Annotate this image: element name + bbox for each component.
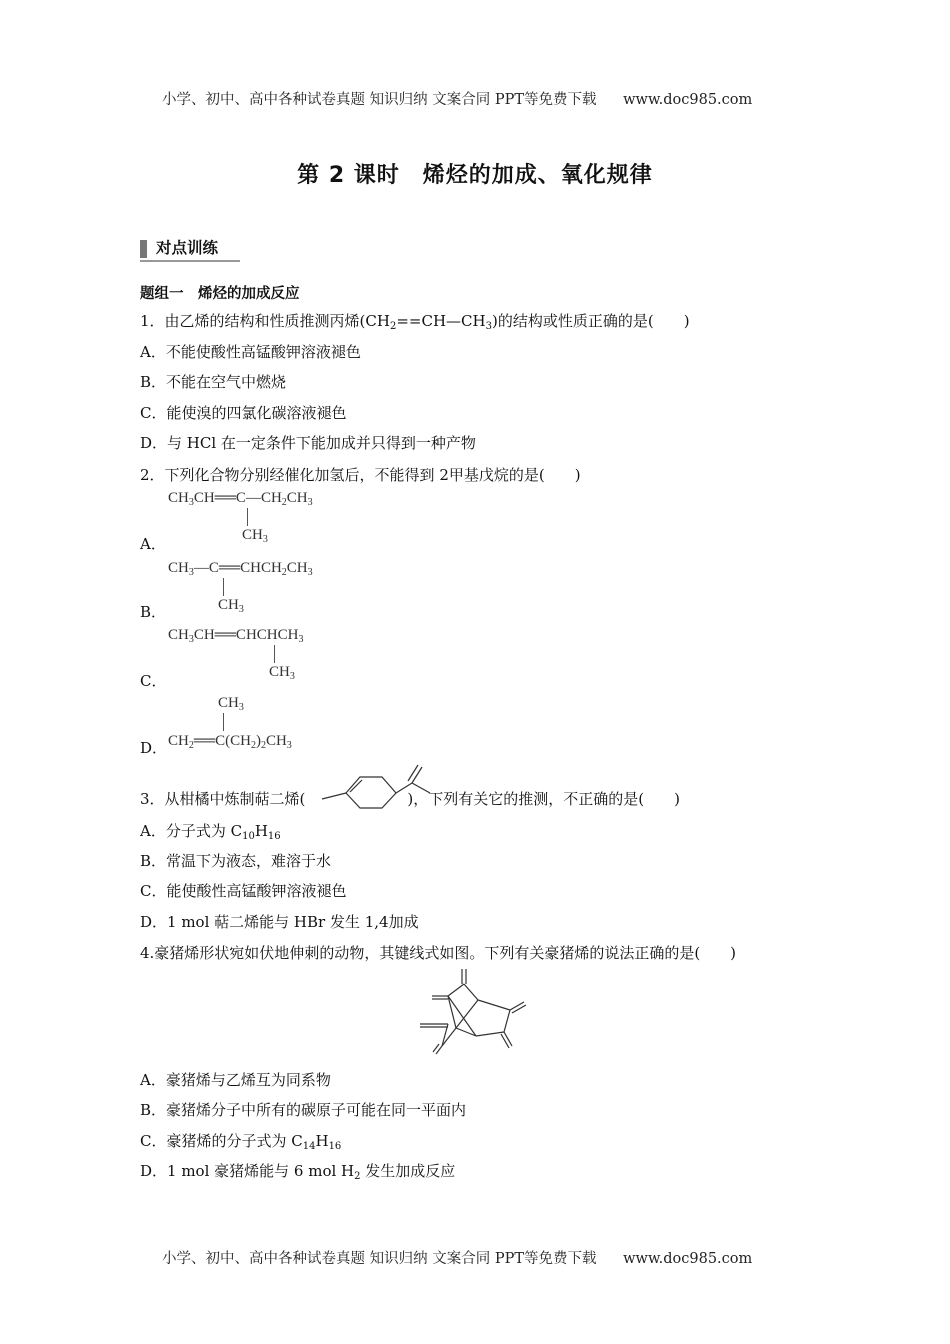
q3-a-text: A．分子式为 C bbox=[140, 822, 243, 840]
mol-sub: 2 bbox=[188, 740, 194, 751]
footer-url[interactable]: www.doc985.com bbox=[623, 1251, 753, 1267]
q2-option-b-letter: B． bbox=[140, 603, 167, 621]
mol-sub: 2 bbox=[281, 497, 287, 508]
page-footer bbox=[162, 1247, 752, 1268]
q2-d-substituent bbox=[218, 695, 244, 712]
mol-sub: 3 bbox=[238, 604, 244, 615]
q4-c-sub: 16 bbox=[328, 1141, 342, 1152]
mol-text: CH bbox=[168, 733, 189, 749]
bond-line bbox=[223, 713, 224, 731]
header-url[interactable]: www.doc985.com bbox=[623, 92, 753, 108]
mol-sub: 3 bbox=[307, 497, 313, 508]
mol-sub: 3 bbox=[188, 567, 194, 578]
q4-option-b: B．豪猪烯分子中所有的碳原子可能在同一平面内 bbox=[140, 1101, 467, 1119]
mol-sub: 3 bbox=[238, 702, 244, 713]
q3-option-d: D．1 mol 萜二烯能与 HBr 发生 1,4加成 bbox=[140, 913, 419, 931]
q2-structure-b bbox=[168, 560, 313, 577]
mol-sub: 3 bbox=[188, 634, 194, 645]
q3-option-a bbox=[140, 820, 281, 841]
footer-text: 小学、初中、高中各种试卷真题 知识归纳 文案合同 PPT等免费下载 bbox=[162, 1251, 597, 1267]
mol-sub: 3 bbox=[188, 497, 194, 508]
q3-stem-b: )，下列有关它的推测，不正确的是( ) bbox=[407, 790, 680, 808]
question-2: 2．下列化合物分别经催化加氢后，不能得到 2甲基戊烷的是( ) bbox=[140, 466, 581, 484]
mol-text: CH bbox=[286, 560, 308, 576]
q1-sub: 3 bbox=[485, 321, 492, 332]
q4-option-d bbox=[140, 1160, 455, 1181]
q2-option-c-letter: C． bbox=[140, 672, 167, 690]
question-1 bbox=[140, 310, 690, 331]
section-title: 对点训练 bbox=[156, 239, 219, 257]
header-text: 小学、初中、高中各种试卷真题 知识归纳 文案合同 PPT等免费下载 bbox=[162, 92, 597, 108]
q1-option-a: A．不能使酸性高锰酸钾溶液褪色 bbox=[140, 343, 361, 361]
mol-text: —C══CHCH bbox=[193, 560, 282, 576]
mol-sub: 3 bbox=[262, 534, 268, 545]
q2-option-a-letter: A． bbox=[140, 535, 166, 553]
mol-sub: 3 bbox=[286, 740, 292, 751]
q4-option-a: A．豪猪烯与乙烯互为同系物 bbox=[140, 1071, 331, 1089]
q2-structure-c bbox=[168, 627, 303, 644]
q3-option-c: C．能使酸性高锰酸钾溶液褪色 bbox=[140, 882, 347, 900]
mol-text: ) bbox=[255, 733, 261, 749]
mol-text: CH bbox=[218, 695, 239, 711]
q4-c-text: C．豪猪烯的分子式为 C bbox=[140, 1132, 303, 1150]
mol-text: CH bbox=[218, 597, 239, 613]
group-heading: 题组一 烯烃的加成反应 bbox=[140, 286, 300, 302]
q3-stem-a: 3．从柑橘中炼制萜二烯( bbox=[140, 790, 306, 808]
q3-a-sub: 16 bbox=[267, 831, 281, 842]
q4-option-c bbox=[140, 1130, 341, 1151]
section-marker-icon bbox=[140, 240, 147, 258]
q2-structure-d bbox=[168, 733, 292, 750]
mol-text: CH bbox=[168, 627, 189, 643]
q2-structure-a bbox=[168, 490, 313, 507]
q2-c-substituent bbox=[269, 664, 295, 681]
mol-sub: 2 bbox=[260, 740, 266, 751]
q4-c-sub: 14 bbox=[302, 1141, 316, 1152]
q1-stem-c: )的结构或性质正确的是( ) bbox=[491, 312, 690, 330]
q1-stem-b: ==CH—CH bbox=[396, 312, 486, 330]
porcupine-structure-icon bbox=[418, 966, 533, 1056]
mol-text: CH bbox=[242, 527, 263, 543]
mol-text: CH══CHCHCH bbox=[193, 627, 299, 643]
terpene-structure-icon bbox=[320, 763, 432, 811]
q4-c-text: H bbox=[315, 1132, 329, 1150]
q3-option-b: B．常温下为液态，难溶于水 bbox=[140, 852, 332, 870]
bond-line bbox=[223, 578, 224, 596]
question-4: 4.豪猪烯形状宛如伏地伸刺的动物，其键线式如图。下列有关豪猪烯的说法正确的是( ) bbox=[140, 944, 737, 962]
q1-option-c: C．能使溴的四氯化碳溶液褪色 bbox=[140, 404, 347, 422]
mol-text: CH bbox=[286, 490, 308, 506]
mol-text: CH══C—CH bbox=[193, 490, 282, 506]
mol-text: CH bbox=[265, 733, 287, 749]
q1-option-d: D．与 HCl 在一定条件下能加成并只得到一种产物 bbox=[140, 434, 476, 452]
mol-sub: 3 bbox=[307, 567, 313, 578]
q3-a-sub: 10 bbox=[242, 831, 255, 842]
mol-text: ══C(CH bbox=[193, 733, 251, 749]
q4-d-sub: 2 bbox=[354, 1171, 361, 1182]
mol-sub: 3 bbox=[298, 634, 304, 645]
mol-sub: 2 bbox=[250, 740, 256, 751]
q4-d-text: 发生加成反应 bbox=[360, 1162, 456, 1180]
q1-option-b: B．不能在空气中燃烧 bbox=[140, 373, 287, 391]
mol-text: CH bbox=[168, 490, 189, 506]
mol-text: CH bbox=[168, 560, 189, 576]
bond-line bbox=[247, 508, 248, 526]
mol-text: CH bbox=[269, 664, 290, 680]
mol-sub: 2 bbox=[281, 567, 287, 578]
q4-d-text: D．1 mol 豪猪烯能与 6 mol H bbox=[140, 1162, 355, 1180]
q2-option-d-letter: D． bbox=[140, 739, 168, 757]
bond-line bbox=[274, 645, 275, 663]
mol-sub: 3 bbox=[289, 671, 295, 682]
q1-sub: 2 bbox=[389, 321, 397, 332]
page-title: 第 2 课时 烯烃的加成、氧化规律 bbox=[297, 163, 653, 188]
q2-b-substituent bbox=[218, 597, 244, 614]
section-underline bbox=[140, 260, 240, 262]
q2-a-substituent bbox=[242, 527, 268, 544]
page-header bbox=[162, 88, 752, 109]
q3-a-text: H bbox=[254, 822, 268, 840]
q1-stem-a: 1．由乙烯的结构和性质推测丙烯(CH bbox=[140, 312, 390, 330]
